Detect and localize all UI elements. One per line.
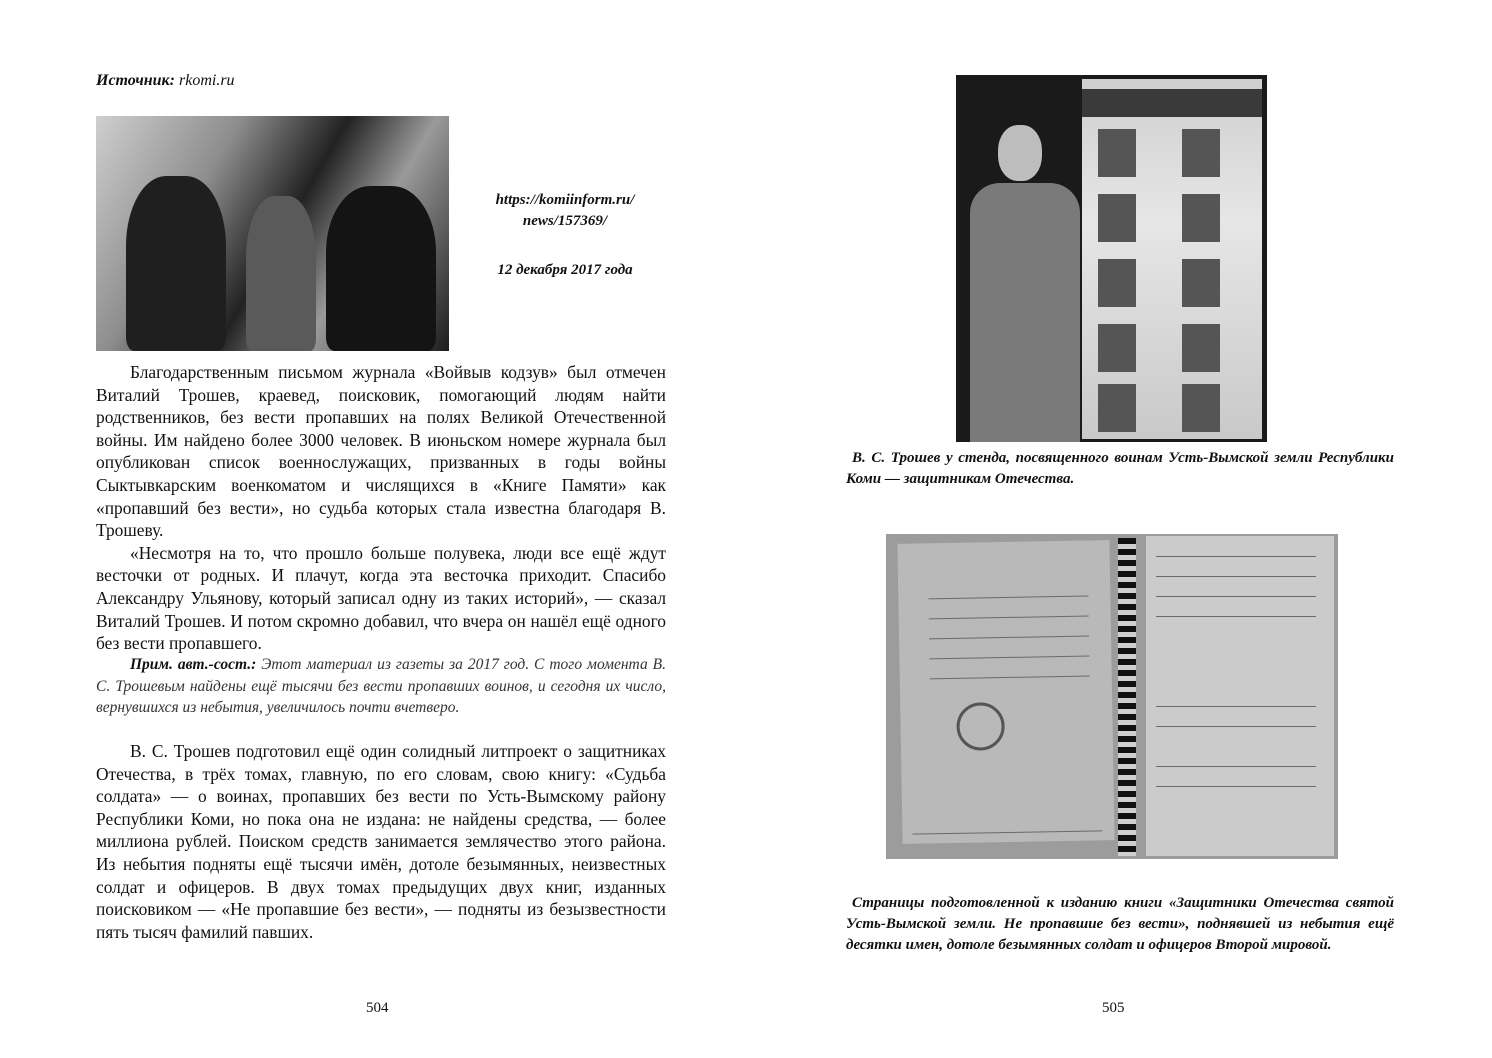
source-line: [96, 72, 235, 90]
portrait-image: [1098, 194, 1136, 242]
award-photo: [96, 116, 449, 351]
body-text-block: [96, 740, 666, 943]
portrait-image: [1098, 129, 1136, 177]
photo-caption: В. С. Трошев у стенда, посвященного воинам Усть-Вымской земли Республики Коми — защитникам Отечества.: [846, 450, 1394, 487]
stand-photo: [956, 75, 1267, 442]
person-head: [998, 125, 1042, 181]
portrait-image: [1098, 259, 1136, 307]
stand-banner: [1082, 89, 1262, 117]
portrait-image: [1098, 324, 1136, 372]
news-link-line: news/157369/: [522, 213, 608, 229]
portrait-image: [1182, 129, 1220, 177]
spiral-binding: [1118, 538, 1136, 856]
paragraph: Благодарственным письмом журнала «Войвыв кодзув» был отмечен Виталий Трошев, краевед, поисковик, помогающий людям найти родственников, без вести пропавших на полях Великой Отечественной войны. Им найдено более 3000 человек. В июньском номере журнала был опубликован список военнослужащих, призванных в годы войны Сыктывкарским военкоматом и числящихся в «Книге Памяти» как «пропавший без вести», но судьба которых стала известна благодаря В. Трошеву.: [96, 362, 666, 541]
photo-caption: Страницы подготовленной к изданию книги «Защитники Отечества святой Усть-Вымской земли. Не пропавшие без вести», поднявшей из небытия ещё десятки имен, дотоле безымянных солдат и офицеров Второй мировой.: [846, 895, 1394, 953]
right-page: [746, 0, 1492, 1058]
news-link: [470, 190, 660, 232]
portrait-image: [1098, 384, 1136, 432]
note-label: Прим. авт.-сост.:: [130, 656, 257, 673]
news-date: 12 декабря 2017 года: [497, 262, 633, 278]
person-body: [970, 183, 1080, 442]
portrait-image: [1182, 324, 1220, 372]
news-link-line: https://komiinform.ru/: [495, 192, 635, 208]
paragraph: В. С. Трошев подготовил ещё один солидный литпроект о защитниках Отечества, в трёх томах, главную, по его словам, свою книгу: «Судьба солдата» — о воинах, пропавших без вести по Усть-Вымскому району Республики Коми, но пока она не издана: не найдены средства, — более миллиона рублей. Поиском средств занимается землячество этого района. Из небытия подняты ещё тысячи имён, дотоле безымянных, неизвестных солдат и офицеров. В двух томах предыдущих двух книг, изданных поисковиком — «Не пропавшие без вести», — подняты из безызвестности пять тысяч фамилий павших.: [96, 741, 666, 942]
book-page-left: [897, 540, 1114, 844]
body-text-block: [96, 361, 666, 655]
page-number: 505: [1102, 1000, 1125, 1016]
photo-person: [966, 125, 1086, 442]
source-label: Источник:: [96, 72, 175, 89]
stamp-image: [956, 702, 1005, 751]
book-pages-photo: [886, 534, 1338, 859]
page-number: 504: [366, 1000, 389, 1016]
author-note: [96, 654, 666, 719]
paragraph: «Несмотря на то, что прошло больше полувека, люди все ещё ждут весточки от родных. И плачут, когда эта весточка приходит. Спасибо Александру Ульянову, который записал одну из таких историй», — сказал Виталий Трошев. И потом скромно добавил, что вчера он нашёл ещё одного без вести пропавшего.: [96, 542, 666, 654]
photo-figure: [126, 176, 226, 351]
portrait-image: [1182, 259, 1220, 307]
portrait-image: [1182, 384, 1220, 432]
portrait-image: [1182, 194, 1220, 242]
book-page-right: [1146, 536, 1334, 856]
source-value: rkomi.ru: [178, 72, 235, 89]
photo-figure: [326, 186, 436, 351]
photo-figure: [246, 196, 316, 351]
note-text: Этот материал из газеты за 2017 год. С того момента В. С. Трошевым найдены ещё тысячи без вести пропавших воинов, и сегодня их число, вернувшихся из небытия, увеличилось почти вчетверо.: [96, 656, 666, 716]
memorial-stand: [1082, 79, 1262, 439]
